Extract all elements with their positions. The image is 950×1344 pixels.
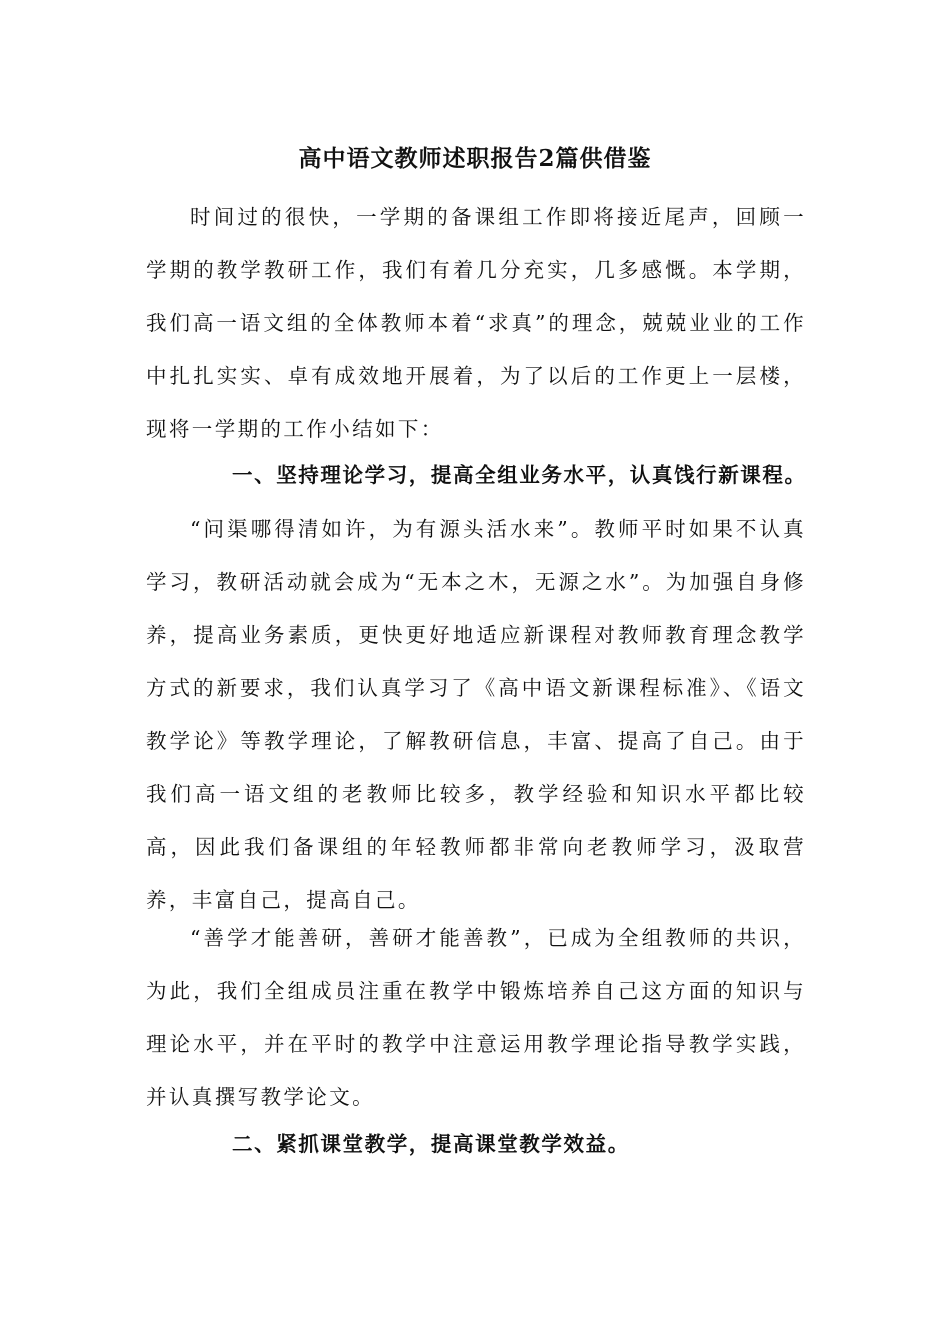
section-heading-2: 二、紧抓课堂教学，提高课堂教学效益。 <box>232 1132 630 1156</box>
section1-paragraph-1: “问渠哪得清如许，为有源头活水来”。教师平时如果不认真学习，教研活动就会成为“无本之木，无源之水”。为加强自身修养，提高业务素质，更快更好地适应新课程对教师教育理念教学方式的新要求，我们认真学习了《高中语文新课程标准》、《语文教学论》等教学理论，了解教研信息，丰富、提高了自己。由于我们高一语文组的老教师比较多，教学经验和知识水平都比较高，因此我们备课组的年轻教师都非常向老教师学习，汲取营养，丰富自己，提高自己。 <box>146 517 806 912</box>
document-title: 高中语文教师述职报告2篇供借鉴 <box>298 145 652 172</box>
intro-paragraph: 时间过的很快，一学期的备课组工作即将接近尾声，回顾一学期的教学教研工作，我们有着几分充实，几多感慨。本学期，我们高一语文组的全体教师本着“求真”的理念，兢兢业业的工作中扎扎实实、卓有成效地开展着，为了以后的工作更上一层楼，现将一学期的工作小结如下： <box>146 205 806 441</box>
section1-paragraph-2: “善学才能善研，善研才能善教”，已成为全组教师的共识，为此，我们全组成员注重在教学中锻炼培养自己这方面的知识与理论水平，并在平时的教学中注意运用教学理论指导教学实践，并认真撰写教学论文。 <box>146 926 806 1109</box>
section-heading-1: 一、坚持理论学习，提高全组业务水平，认真饯行新课程。 <box>232 463 807 487</box>
